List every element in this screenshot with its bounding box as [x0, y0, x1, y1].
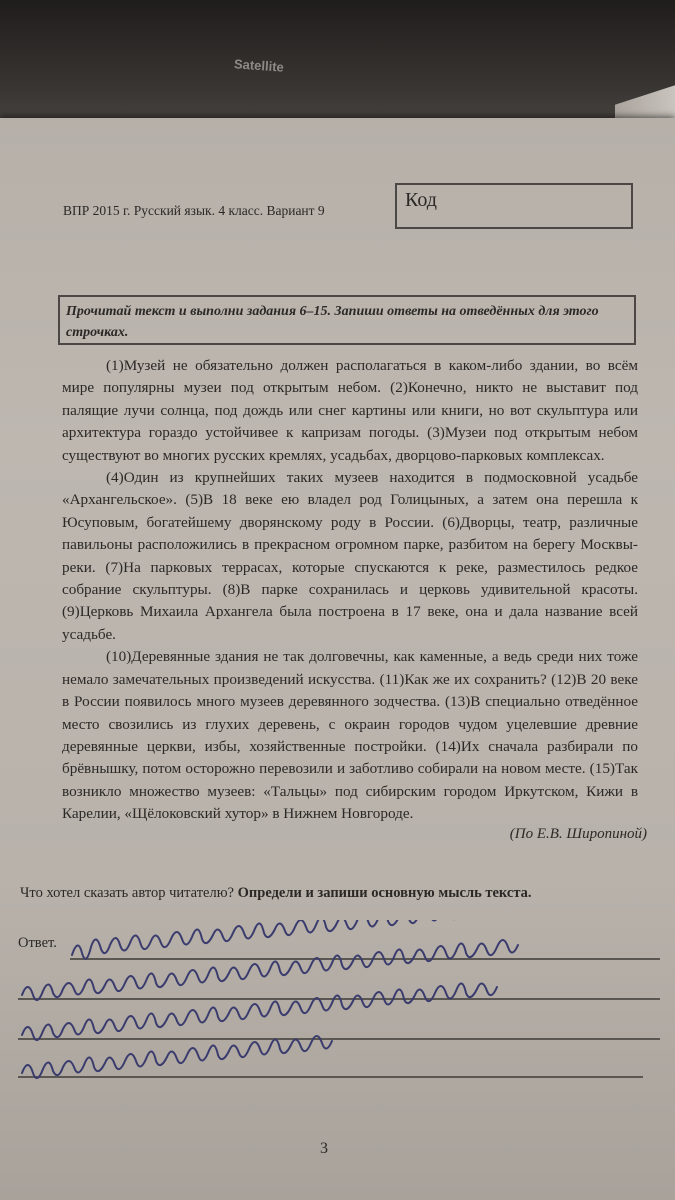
question-lead: Что хотел сказать автор читателю? [20, 885, 234, 901]
code-box[interactable] [395, 183, 633, 229]
instruction-box: Прочитай текст и выполни задания 6–15. Запиши ответы на отведённых для этого строчках. [58, 295, 636, 345]
source-attribution: (По Е.В. Широпиной) [509, 826, 647, 842]
paragraph-2: (4)Один из крупнейших таких музеев находится в подмосковной усадьбе «Архангельское». (5)В 18 веке ею владел род Голицыных, а затем она перешла к Юсуповым, богатейшему дворянскому роду в России. (6)Дворцы, театр, различные павильоны расположились в прекрасном огромном парке, разбитом на берегу Москвы-реки. (7)На парковых террасах, которые спускаются к реке, разместилось редкое собрание скульптуры. (8)В парке сохранилась и церковь удивительной красоты. (9)Церковь Михаила Архангела была построена в 17 веке, она и дала название всей усадьбе. [62, 469, 638, 643]
paragraph-1: (1)Музей не обязательно должен располагаться в каком-либо здании, во всём мире популярны музеи под открытым небом. (2)Конечно, никто не выставит под палящие лучи солнца, под дождь или снег картины или книги, но вот скульптура или архитектура гораздо устойчивее к капризам погоды. (3)Музеи под открытым небом существуют во многих русских кремлях, усадьбах, дворцово-парковых комплексах. [62, 357, 638, 464]
code-label: Код [405, 189, 437, 211]
test-header-title: ВПР 2015 г. Русский язык. 4 класс. Вариант 9 [63, 203, 325, 218]
laptop-brand-label: Satellite [233, 56, 285, 75]
question-task: Определи и запиши основную мысль текста. [237, 885, 532, 901]
question-text [20, 883, 640, 903]
paragraph-3: (10)Деревянные здания не так долговечны, как каменные, а ведь среди них тоже немало замечательных произведений искусства. (11)Как же их сохранить? (12)В 20 веке в России появилось много музеев деревянного зодчества. (13)В специально отведённое место свозились из глухих деревень, с окраин городов чудом уцелевшие древние деревянные церкви, избы, хозяйственные постройки. (14)Их сначала разбирали по брёвнышку, потом осторожно перевозили и заботливо собирали на новом месте. (15)Так возникло множество музеев: «Тальцы» под сибирским городом Иркутском, Кижи в Карелии, «Щёлоковский хутор» в Нижнем Новгороде. [62, 648, 638, 823]
reading-text [62, 355, 638, 826]
background-laptop [0, 0, 675, 130]
page-number: 3 [320, 1140, 328, 1157]
handwritten-answer-scribble [0, 920, 675, 1080]
answer-label: Ответ. [18, 935, 57, 951]
